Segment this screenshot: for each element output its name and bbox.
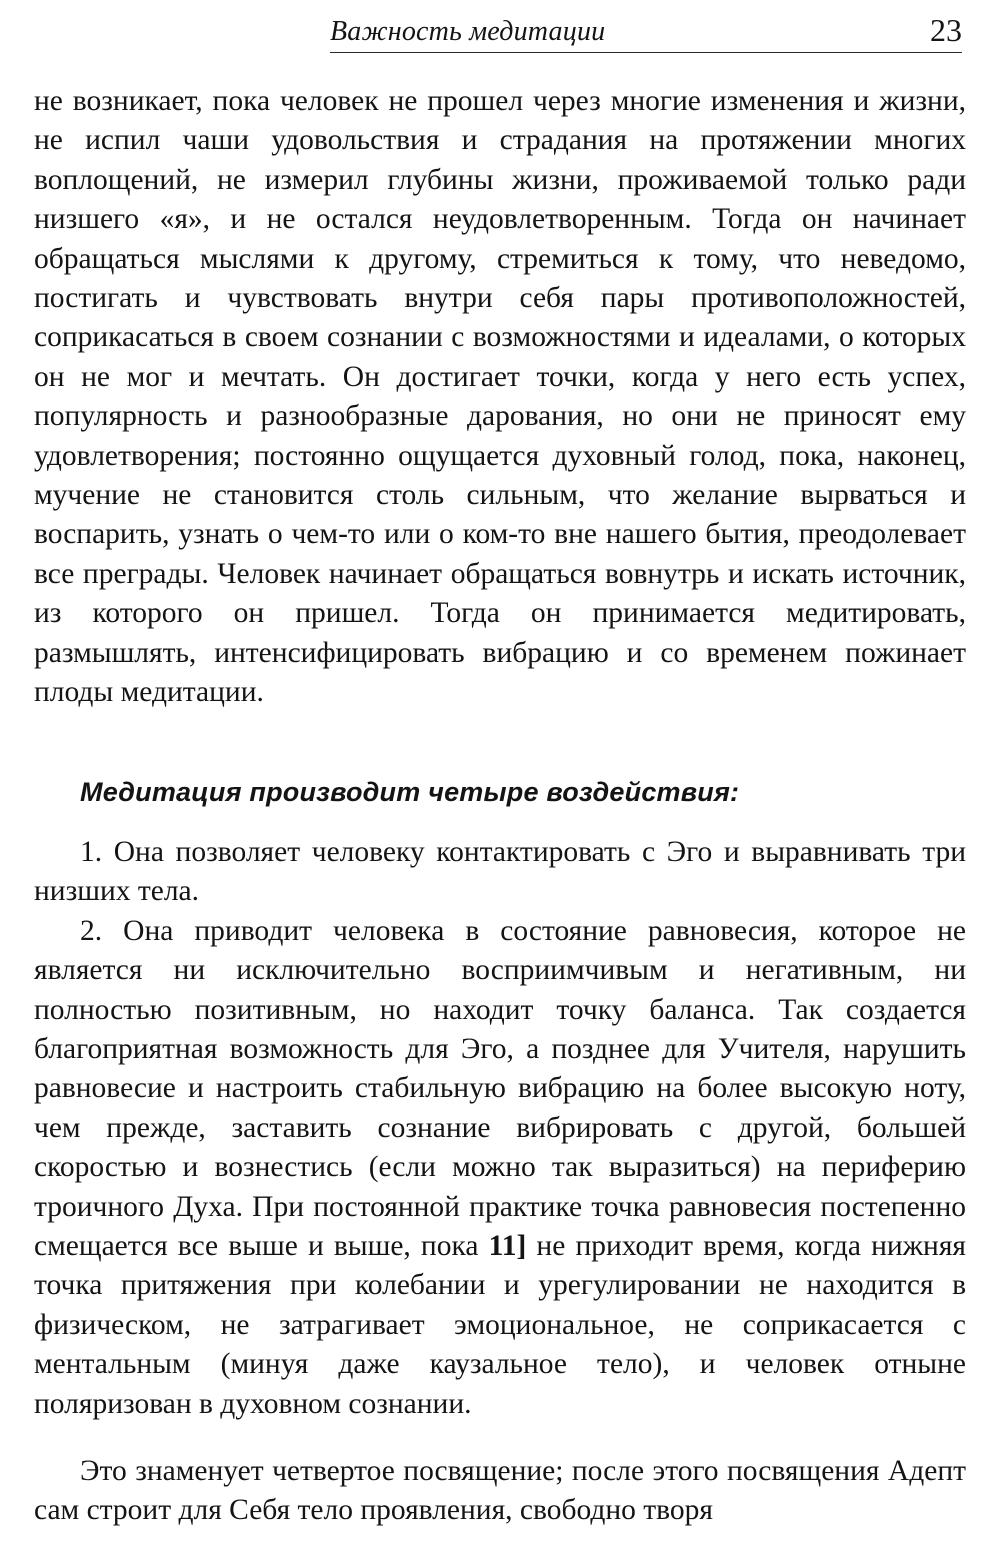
running-head xyxy=(330,12,962,53)
page-number: 23 xyxy=(930,12,962,48)
effect-item-2-text-after-mark: не приходит время, когда нижняя точка притяжения при колебании и урегулировании не находится в физическом, не затрагивает эмоциональное, не соприкасается с ментальным (минуя даже каузальное тело), и человек отныне поляризован в духовном сознании. xyxy=(34,1230,966,1420)
continuation-paragraph: не возникает, пока человек не прошел через многие изменения и жизни, не испил чаши удовольствия и страдания на протяжении многих воплощений, не измерил глубины жизни, проживаемой только ради низшего «я», и не остался неудовлетворенным. Тогда он начинает обращаться мыслями к другому, стремиться к тому, что неведомо, постигать и чувствовать внутри себя пары противоположностей, соприкасаться в своем сознании с возможностями и идеалами, о которых он не мог и мечтать. Он достигает точки, когда у него есть успех, популярность и разнообразные дарования, но они не приносят ему удовлетворения; постоянно ощущается духовный голод, пока, наконец, мучение не становится столь сильным, что желание вырваться и воспарить, узнать о чем-то или о ком-то вне нашего бытия, преодолевает все преграды. Человек начинает обращаться вовнутрь и искать источник, из которого он пришел. Тогда он принимается медитировать, размышлять, интенсифицировать вибрацию и со временем пожинает плоды медитации. xyxy=(34,85,966,709)
effect-item-1: 1. Она позволяет человеку контактировать с Эго и выравнивать три низших тела. xyxy=(34,836,966,908)
effect-item-2 xyxy=(34,912,966,1424)
section-heading: Медитация производит четыре воздействия: xyxy=(80,777,740,807)
effect-item-2-text-before-mark: 2. Она приводит человека в состояние равновесия, которое не является ни исключительно восприимчивым и негативным, ни полностью позитивным, но находит точку баланса. Так создается благоприятная возможность для Эго, а позднее для Учителя, нарушить равновесие и настроить стабильную вибрацию на более высокую ноту, чем прежде, заставить сознание вибрировать с другой, большей скоростью и вознестись (если можно так выразиться) на периферию троичного Духа. При постоянной практике точка равновесия постепенно смещается все выше и выше, пока xyxy=(34,914,966,1263)
running-head-title: Важность медитации xyxy=(330,16,606,47)
margin-reference-mark: 11] xyxy=(488,1230,527,1263)
numbered-effects xyxy=(34,833,966,1424)
closing-paragraph-block xyxy=(34,1452,966,1531)
closing-paragraph: Это знаменует четвертое посвящение; после этого посвящения Адепт сам строит для Себя тело проявления, свободно творя xyxy=(34,1455,966,1527)
